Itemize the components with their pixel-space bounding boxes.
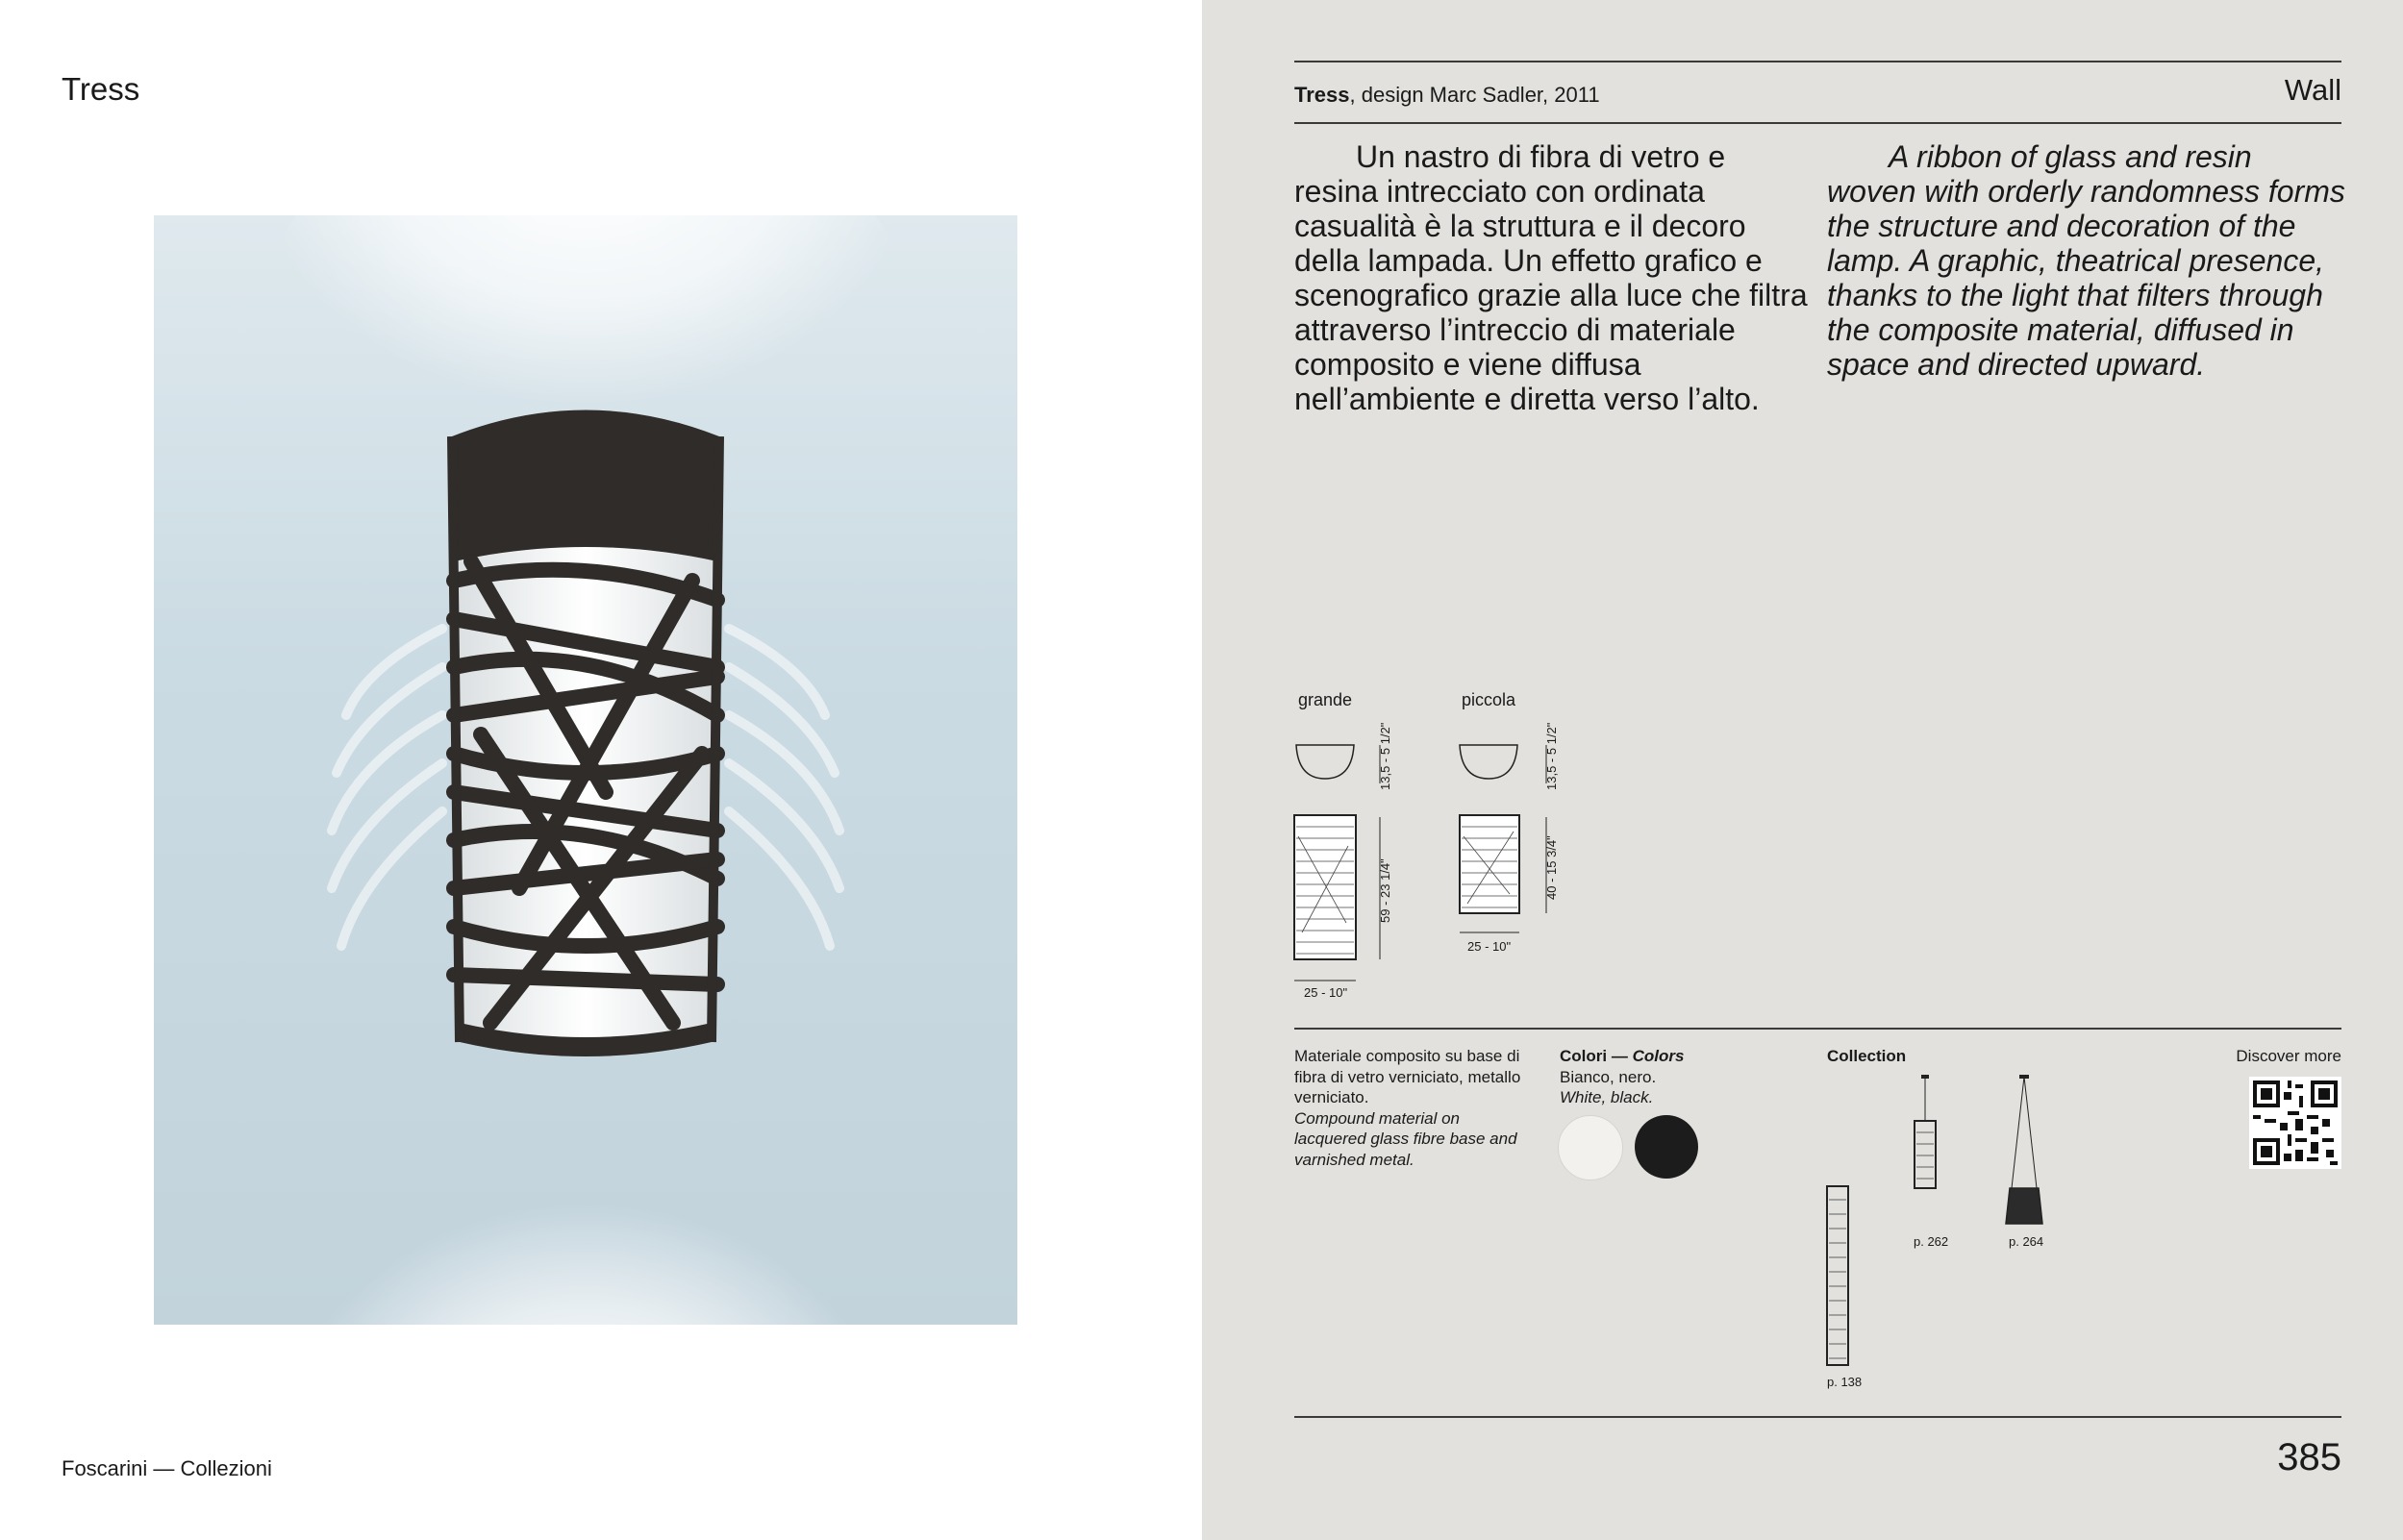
colors-title-en: Colors [1632,1047,1685,1065]
size-label-grande: grande [1298,690,1353,709]
bottom-rule [1294,1416,2341,1418]
collection-page-262[interactable]: p. 262 [1914,1234,1949,1249]
description-italian: Un nastro di fibra di vetro e resina intrecciato con ordinata casualità è la struttura e il decoro della lampada. Un effetto grafico e scenografico grazie alla luce che filtra attraverso l’intreccio di materiale composito e viene diffusa nell’ambiente e diretta verso l’alto. [1294,139,1808,416]
material-english: Compound material on lacquered glass fibre base and varnished metal. [1294,1108,1517,1169]
dim-width-piccola: 25 - 10" [1467,939,1512,954]
size-label-piccola: piccola [1462,690,1516,709]
description-english: A ribbon of glass and resin woven with orderly randomness forms the structure and decoration of the lamp. A graphic, theatrical presence, thanks to the light that filters through the composite material, diffused in space and directed upward. [1827,139,2345,382]
colors-italian: Bianco, nero. [1560,1067,1657,1086]
dim-depth-piccola-text: 13,5 - 5 1/2" [1544,722,1559,790]
header-rule [1294,122,2341,124]
collection-drawings [1817,1075,2067,1373]
page-number: 385 [2277,1436,2341,1478]
dim-depth-grande-text: 13,5 - 5 1/2" [1378,722,1392,790]
colors-block [1560,1046,1771,1108]
swatch-black [1635,1115,1698,1179]
swatch-white [1558,1115,1623,1180]
page-title: Tress [62,71,140,107]
section-label: Wall [2284,73,2341,107]
material-italian: Materiale composito su base di fibra di vetro verniciato, metallo verniciato. [1294,1047,1521,1106]
colors-english: White, black. [1560,1088,1654,1106]
product-photo [154,215,1017,1325]
collection-page-264[interactable]: p. 264 [2009,1234,2044,1249]
catalog-footer: Foscarini — Collezioni [62,1456,272,1480]
material-block [1294,1046,1535,1170]
dim-depth-piccola [1544,722,1583,800]
discover-more-label: Discover more [2236,1047,2341,1065]
collection-page-138[interactable]: p. 138 [1827,1375,1863,1389]
colors-title [1560,1046,1771,1067]
dim-depth-grande [1378,722,1416,800]
top-rule [1294,61,2341,62]
product-name: Tress [1294,83,1350,107]
dim-height-grande [1378,846,1416,923]
colors-title-it: Colori — [1560,1047,1633,1065]
specs-rule [1294,1028,2341,1030]
collection-title: Collection [1827,1047,1907,1065]
designer-credit: , design Marc Sadler, 2011 [1349,83,1600,107]
dim-width-grande: 25 - 10" [1304,985,1348,1000]
dim-height-grande-text: 59 - 23 1/4" [1378,858,1392,923]
qr-code-icon [2249,1077,2341,1169]
tress-wall-lamp-image [154,215,1017,1325]
dim-height-piccola-text: 40 - 15 3/4" [1544,835,1559,900]
dim-height-piccola [1544,825,1583,902]
qr-code[interactable] [2249,1077,2341,1169]
design-credit [1294,83,1600,108]
